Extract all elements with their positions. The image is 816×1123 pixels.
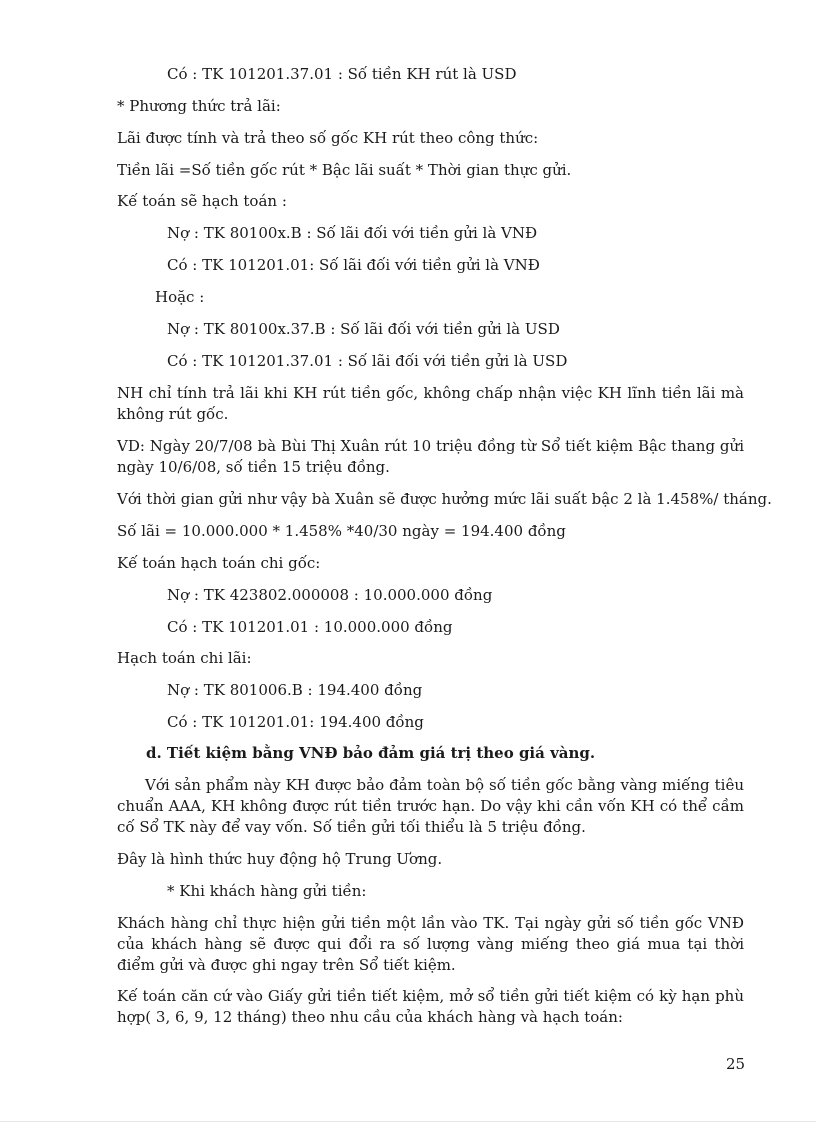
central-mobilization-line: Đây là hình thức huy động hộ Trung Ương. <box>117 850 443 868</box>
entry-debit-vnd: Nợ : TK 80100x.B : Số lãi đối với tiền gửi là VNĐ <box>167 224 538 242</box>
interest-formula: Tiền lãi =Số tiền gốc rút * Bậc lãi suất * Thời gian thực gửi. <box>117 161 572 179</box>
entry-debit-interest: Nợ : TK 801006.B : 194.400 đồng <box>167 681 423 699</box>
deposit-subheading: * Khi khách hàng gửi tiền: <box>167 882 367 900</box>
entry-debit-principal: Nợ : TK 423802.000008 : 10.000.000 đồng <box>167 586 493 604</box>
entry-credit-vnd: Có : TK 101201.01: Số lãi đối với tiền gửi là VNĐ <box>167 256 540 274</box>
paragraph-accounting-basis: Kế toán căn cứ vào Giấy gửi tiền tiết kiệm, mở sổ tiền gửi tiết kiệm có kỳ hạn phù hợp( 3, 6, 9, 12 tháng) theo nhu cầu của khách hàng và hạch toán: <box>117 987 744 1026</box>
entry-credit-usd-withdraw: Có : TK 101201.37.01 : Số tiền KH rút là USD <box>167 65 517 83</box>
entry-credit-interest: Có : TK 101201.01: 194.400 đồng <box>167 713 424 731</box>
accounting-intro: Kế toán sẽ hạch toán : <box>117 192 287 210</box>
paragraph-interest-rule: NH chỉ tính trả lãi khi KH rút tiền gốc, không chấp nhận việc KH lĩnh tiền lãi mà không rút gốc. <box>117 384 744 423</box>
entry-credit-usd: Có : TK 101201.37.01 : Số lãi đối với tiền gửi là USD <box>167 352 568 370</box>
entry-credit-principal: Có : TK 101201.01 : 10.000.000 đồng <box>167 618 453 636</box>
example-rate-line: Với thời gian gửi như vậy bà Xuân sẽ được hưởng mức lãi suất bậc 2 là 1.458%/ tháng. <box>117 490 772 508</box>
interest-accounting-label: Hạch toán chi lãi: <box>117 649 252 667</box>
section-heading-gold-savings: d. Tiết kiệm bằng VNĐ bảo đảm giá trị theo giá vàng. <box>146 744 596 762</box>
or-label: Hoặc : <box>155 288 205 306</box>
paragraph-example: VD: Ngày 20/7/08 bà Bùi Thị Xuân rút 10 triệu đồng từ Sổ tiết kiệm Bậc thang gửi ngày 10/6/08, số tiền 15 triệu đồng. <box>117 437 744 476</box>
entry-debit-usd: Nợ : TK 80100x.37.B : Số lãi đối với tiền gửi là USD <box>167 320 560 338</box>
interest-description: Lãi được tính và trả theo số gốc KH rút theo công thức: <box>117 129 539 147</box>
paragraph-deposit-process: Khách hàng chỉ thực hiện gửi tiền một lần vào TK. Tại ngày gửi số tiền gốc VNĐ của khách hàng sẽ được qui đổi ra số lượng vàng miếng theo giá mua tại thời điểm gửi và được ghi ngay trên Sổ tiết kiệm. <box>117 914 744 974</box>
page-number: 25 <box>726 1055 746 1073</box>
paragraph-gold-product: Với sản phẩm này KH được bảo đảm toàn bộ số tiền gốc bằng vàng miếng tiêu chuẩn AAA, KH không được rút tiền trước hạn. Do vậy khi cần vốn KH có thể cầm cố Sổ TK này để vay vốn. Số tiền gửi tối thiểu là 5 triệu đồng. <box>117 776 744 836</box>
page-bottom-divider <box>0 1121 816 1122</box>
principal-accounting-label: Kế toán hạch toán chi gốc: <box>117 554 321 572</box>
example-interest-calc: Số lãi = 10.000.000 * 1.458% *40/30 ngày = 194.400 đồng <box>117 522 566 540</box>
section-interest-method: * Phương thức trả lãi: <box>117 97 281 115</box>
